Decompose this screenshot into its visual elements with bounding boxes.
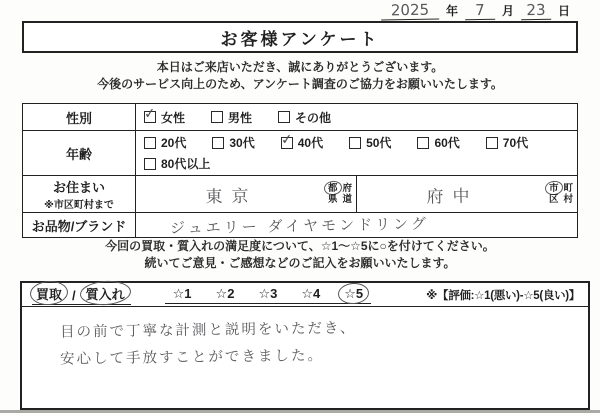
comment-line2: 安心して手放すことができました。 bbox=[59, 347, 325, 368]
option-label: 80代以上 bbox=[161, 157, 211, 171]
gender-label: 性別 bbox=[23, 104, 136, 131]
suffix-char-do: 道 bbox=[342, 194, 352, 205]
greeting-line2: 今後のサービス向上のため、アンケート調査のご協力をお願いいたします。 bbox=[97, 77, 503, 91]
star-4[interactable]: ☆4 bbox=[301, 285, 321, 301]
residence-wrap bbox=[136, 176, 577, 212]
option-label: 70代 bbox=[502, 136, 529, 150]
option-label: 女性 bbox=[161, 110, 186, 125]
prefecture-field[interactable]: 東京 bbox=[205, 186, 258, 207]
checkbox-option-20s[interactable] bbox=[144, 134, 186, 151]
residence-sublabel: ※市区町村まで bbox=[44, 200, 114, 211]
scan-edge bbox=[0, 410, 600, 413]
age-options-row2 bbox=[136, 154, 577, 175]
greeting-line1: 本日はご来店いただき、誠にありがとうございます。 bbox=[156, 60, 444, 74]
star-rating-group bbox=[165, 286, 371, 304]
checkbox-option-50s[interactable] bbox=[349, 134, 391, 151]
age-options-cell bbox=[136, 131, 578, 176]
comment-line1: 目の前で丁寧な計測と説明をいただき、 bbox=[59, 320, 357, 341]
checkbox-option-70s[interactable] bbox=[486, 134, 528, 151]
star-5[interactable]: ☆5 bbox=[344, 285, 364, 301]
gender-options-cell bbox=[136, 104, 578, 131]
suffix-char-shi: 市 bbox=[548, 183, 559, 194]
year-field[interactable]: 2025 bbox=[381, 0, 439, 20]
option-label: 40代 bbox=[297, 136, 324, 150]
prefecture-suffix-grid bbox=[327, 181, 356, 207]
day-field[interactable]: 23 bbox=[521, 1, 551, 21]
checkbox-option-other[interactable] bbox=[278, 109, 331, 126]
residence-header bbox=[23, 176, 136, 213]
checkbox-icon[interactable] bbox=[349, 137, 361, 149]
residence-row bbox=[23, 176, 578, 213]
day-label: 日 bbox=[557, 4, 570, 18]
city-field[interactable]: 府中 bbox=[426, 186, 479, 207]
suffix-char-ku: 区 bbox=[548, 194, 559, 205]
checkbox-icon[interactable] bbox=[211, 111, 223, 123]
residence-label: お住まい bbox=[52, 180, 105, 195]
comment-area[interactable] bbox=[22, 307, 588, 370]
option-kaitori[interactable]: 買取 bbox=[36, 284, 62, 303]
item-row bbox=[23, 213, 578, 238]
city-suffix-grid bbox=[548, 181, 577, 207]
item-cell bbox=[136, 213, 578, 238]
checkbox-icon[interactable] bbox=[144, 137, 156, 149]
suffix-char-cho: 町 bbox=[563, 183, 573, 194]
item-field[interactable]: ジュエリー ダイヤモンドリング bbox=[169, 214, 430, 237]
item-label: お品物/ブランド bbox=[23, 213, 136, 238]
suffix-char-son: 村 bbox=[563, 194, 573, 205]
option-label: 50代 bbox=[366, 136, 392, 150]
city-half bbox=[356, 176, 577, 212]
checkbox-option-60s[interactable] bbox=[417, 134, 459, 151]
page-title: お客様アンケート bbox=[220, 29, 380, 49]
star-2[interactable]: ☆2 bbox=[215, 285, 235, 301]
residence-cell bbox=[136, 176, 578, 213]
age-row bbox=[23, 131, 578, 176]
rating-row bbox=[22, 283, 588, 307]
option-label: 30代 bbox=[229, 136, 255, 150]
profile-table bbox=[22, 103, 578, 238]
instructions-line1: 今回の買取・質入れの満足度について、☆1～☆5に○を付けてください。 bbox=[105, 239, 495, 253]
rating-box bbox=[20, 281, 590, 410]
checkbox-icon[interactable] bbox=[144, 158, 156, 170]
checkbox-icon[interactable] bbox=[212, 137, 224, 149]
type-separator: / bbox=[72, 288, 76, 303]
star-1[interactable]: ☆1 bbox=[172, 285, 192, 301]
age-label: 年齢 bbox=[23, 131, 136, 176]
checkbox-option-30s[interactable] bbox=[212, 134, 254, 151]
option-label: その他 bbox=[295, 110, 332, 125]
instructions bbox=[0, 238, 600, 272]
transaction-type-group bbox=[32, 284, 131, 305]
gender-row bbox=[23, 104, 578, 131]
checkbox-icon[interactable] bbox=[144, 111, 156, 123]
year-label: 年 bbox=[445, 4, 458, 18]
option-label: 60代 bbox=[434, 136, 460, 150]
greeting bbox=[0, 59, 600, 93]
instructions-line2: 続いてご意見・ご感想などのご記入をお願いいたします。 bbox=[144, 256, 456, 270]
suffix-char-to: 都 bbox=[327, 183, 338, 194]
date-line bbox=[381, 1, 570, 20]
checkbox-icon[interactable] bbox=[281, 137, 293, 149]
rating-legend: ※【評価:☆1(悪い)-☆5(良い)】 bbox=[426, 289, 580, 302]
option-label: 男性 bbox=[228, 110, 253, 125]
age-options-row1 bbox=[136, 131, 577, 154]
checkbox-icon[interactable] bbox=[278, 111, 290, 123]
checkbox-icon[interactable] bbox=[417, 137, 429, 149]
month-label: 月 bbox=[501, 4, 514, 18]
suffix-char-ken: 県 bbox=[327, 194, 338, 205]
checkbox-option-40s[interactable] bbox=[281, 134, 323, 151]
suffix-char-fu: 府 bbox=[342, 183, 352, 194]
star-3[interactable]: ☆3 bbox=[258, 285, 278, 301]
option-label: 20代 bbox=[161, 136, 187, 150]
title-box bbox=[22, 21, 578, 53]
checkbox-option-female[interactable] bbox=[144, 109, 185, 126]
checkbox-icon[interactable] bbox=[486, 137, 498, 149]
gender-options bbox=[136, 104, 577, 130]
month-field[interactable]: 7 bbox=[465, 1, 495, 21]
checkbox-option-male[interactable] bbox=[211, 109, 252, 126]
checkbox-option-80s-plus[interactable] bbox=[144, 155, 210, 172]
prefecture-half bbox=[136, 176, 356, 212]
option-shichiire[interactable]: 質入れ bbox=[86, 284, 125, 303]
